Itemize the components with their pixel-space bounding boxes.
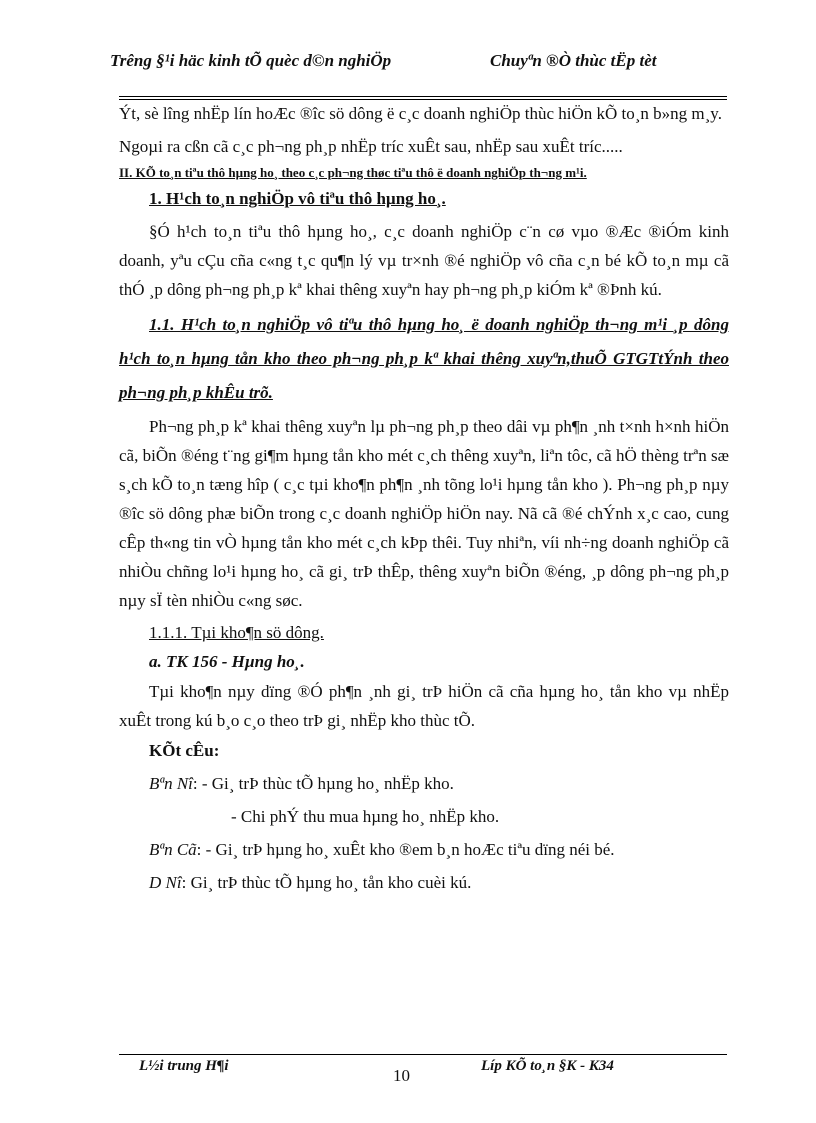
footer-author: L½i trung H¶i [139, 1058, 229, 1074]
heading-1-1-1: 1.1.1. Tµi kho¶n sö dông. [149, 623, 324, 642]
footer-class: Líp KÕ to¸n §K - K34 [481, 1058, 614, 1074]
page-header [110, 48, 730, 100]
credit-side-row [149, 833, 729, 866]
debit-line-1: : - Gi¸ trÞ thùc tÕ hµng ho¸ nhËp kho. [192, 774, 454, 793]
balance-label: D Nî [149, 873, 182, 892]
paragraph-continued: Ýt, sè lîng nhËp lín hoÆc ®îc sö dông ë c¸c doanh nghiÖp thùc hiÖn kÕ to¸n b»ng m¸y. [119, 104, 722, 123]
credit-line-1: : - Gi¸ trÞ hµng ho¸ xuÊt kho ®em b¸n hoÆc tiªu dïng néi bé. [196, 840, 615, 859]
page-number: 10 [393, 1066, 410, 1085]
debit-side-row [149, 767, 729, 800]
balance-line-1: : Gi¸ trÞ thùc tÕ hµng ho¸ tån kho cuèi kú. [181, 873, 472, 892]
paragraph-account-desc: Tµi kho¶n nµy dïng ®Ó ph¶n ¸nh gi¸ trÞ hiÖn cã cña hµng ho¸ tån kho vµ nhËp xuÊt trong kú b¸o c¸o theo trÞ gi¸ nhËp kho thùc tÕ. [119, 682, 729, 730]
page-footer [119, 1058, 729, 1088]
paragraph-method: Ph¬ng ph¸p kª khai thêng xuyªn lµ ph¬ng ph¸p theo dâi vµ ph¶n ¸nh t×nh h×nh hiÖn cã, biÕn ®éng t¨ng gi¶m hµng tån kho mét c¸ch thêng xuyªn, liªn tôc, cã hÖ thèng trªn sæ s¸ch kÕ to¸n tæng hîp ( c¸c tµi kho¶n ph¶n ¸nh tõng lo¹i hµng tån kho ). Ph¬ng ph¸p nµy ®îc sö dông phæ biÕn trong c¸c doanh nghiÖp hiÖn nay. Nã cã ®é chÝnh x¸c cao, cung cÊp th«ng tin vÒ hµng tån kho mét c¸ch kÞp thêi. Tuy nhiªn, víi nh÷ng doanh nghiÖp cã nhiÒu chñng lo¹i hµng ho¸ cã gi¸ trÞ thÊp, thêng xuyªn biÕn ®éng, ¸p dông ph¬ng ph¸p nµy sÏ tèn nhiÒu c«ng søc. [119, 417, 729, 610]
section-title: II. KÕ to¸n tiªu thô hµng ho¸ theo c¸c ph¬ng thøc tiªu thô ë doanh nghiÖp th¬ng m¹i. [119, 165, 587, 180]
structure-label: KÕt cÊu: [149, 741, 220, 760]
credit-label: Bªn Cã [149, 840, 197, 859]
paragraph-other-methods: Ngoµi ra cßn cã c¸c ph¬ng ph¸p nhËp tríc xuÊt sau, nhËp sau xuÊt tríc..... [119, 137, 623, 156]
heading-1: 1. H¹ch to¸n nghiÖp vô tiªu thô hµng ho¸. [149, 189, 446, 208]
page-body [119, 100, 729, 899]
heading-1-1: 1.1. H¹ch to¸n nghiÖp vô tiªu thô hµng ho¸ ë doanh nghiÖp th¬ng m¹i ¸p dông h¹ch to¸n hµng tån kho theo ph¬ng ph¸p kª khai thêng xuyªn,thuÕ GTGTtÝnh theo ph¬ng ph¸p khÊu trõ. [119, 315, 729, 402]
heading-account-156: a. TK 156 - Hµng ho¸. [149, 652, 305, 671]
header-school: Trêng §¹i häc kinh tÕ quèc d©n nghiÖp [110, 51, 392, 70]
debit-label: Bªn Nî [149, 774, 193, 793]
paragraph-intro: §Ó h¹ch to¸n tiªu thô hµng ho¸, c¸c doanh nghiÖp c¨n cø vµo ®Æc ®iÓm kinh doanh, yªu cÇu cña c«ng t¸c qu¶n lý vµ tr×nh ®é nghiÖp vô cña c¸n bé kÕ to¸n mµ cã thÓ ¸p dông ph¬ng ph¸p kª khai thêng xuyªn hay ph¬ng ph¸p kiÓm kª ®Þnh kú. [119, 222, 729, 299]
header-topic: Chuyªn ®Ò thùc tËp tèt [490, 51, 657, 70]
footer-divider [119, 1054, 727, 1055]
balance-row [149, 866, 729, 899]
debit-line-2: - Chi phÝ thu mua hµng ho¸ nhËp kho. [231, 807, 500, 826]
